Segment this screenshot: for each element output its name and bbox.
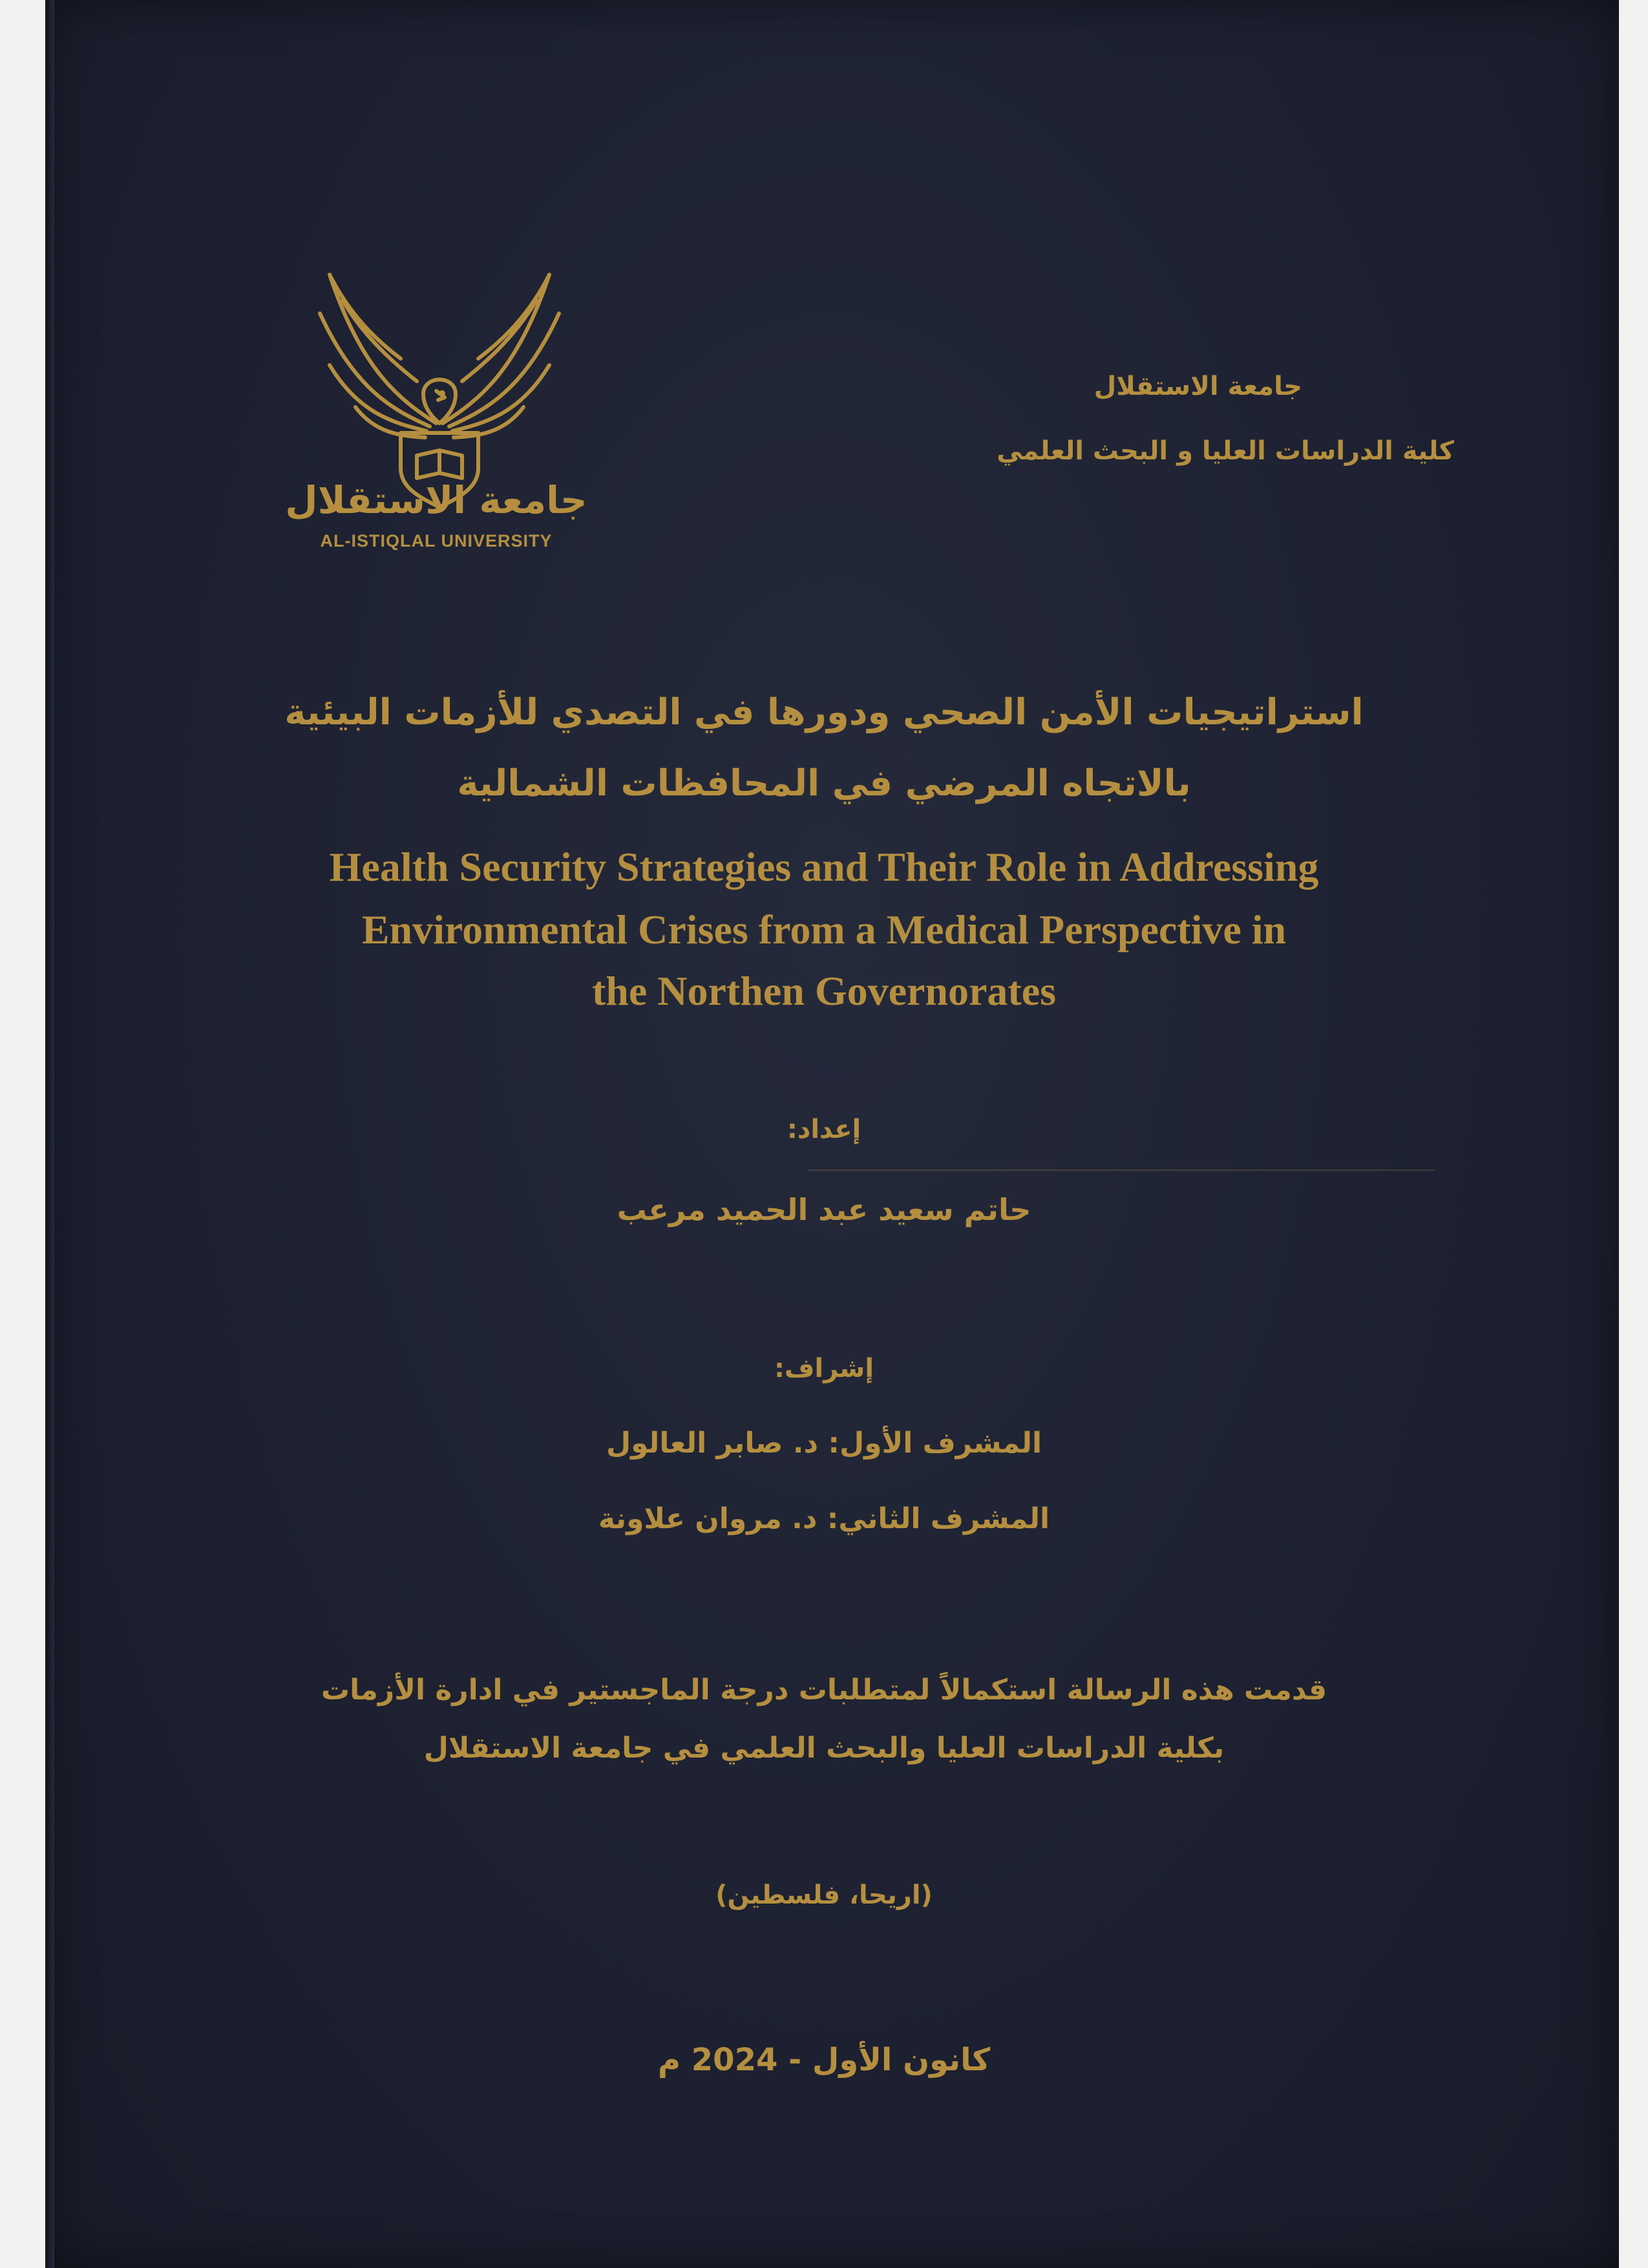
supervision-label: إشراف: <box>774 1354 874 1383</box>
logo-text-en: AL-ISTIQLAL UNIVERSITY <box>320 531 553 551</box>
title-ar-line-1: استراتيجيات الأمن الصحي ودورها في التصدي للأزمات البيئية <box>284 691 1364 733</box>
title-en-line-3: the Northen Governorates <box>591 968 1057 1014</box>
first-supervisor: المشرف الأول: د. صابر العالول <box>606 1427 1042 1460</box>
prepared-by-label: إعداد: <box>787 1115 861 1144</box>
faculty-name: كلية الدراسات العليا و البحث العلمي <box>997 436 1454 466</box>
location: (اريحا، فلسطين) <box>715 1880 933 1910</box>
title-en-line-1: Health Security Strategies and Their Role in Addressing <box>329 844 1319 890</box>
logo-text-ar: جامعة الاستقلال <box>285 478 587 522</box>
divider <box>808 1170 1435 1171</box>
submission-statement-line-1: قدمت هذه الرسالة استكمالاً لمتطلبات درجة الماجستير في ادارة الأزمات <box>321 1674 1327 1706</box>
university-name: جامعة الاستقلال <box>1093 372 1302 401</box>
date: كانون الأول - 2024 م <box>657 2042 991 2078</box>
title-en-line-2: Environmental Crises from a Medical Perspective in <box>361 907 1287 952</box>
title-ar-line-2: بالاتجاه المرضي في المحافظات الشمالية <box>457 762 1191 804</box>
submission-statement-line-2: بكلية الدراسات العليا والبحث العلمي في جامعة الاستقلال <box>423 1732 1225 1765</box>
author-name: حاتم سعيد عبد الحميد مرعب <box>617 1192 1031 1227</box>
second-supervisor: المشرف الثاني: د. مروان علاونة <box>598 1502 1050 1535</box>
